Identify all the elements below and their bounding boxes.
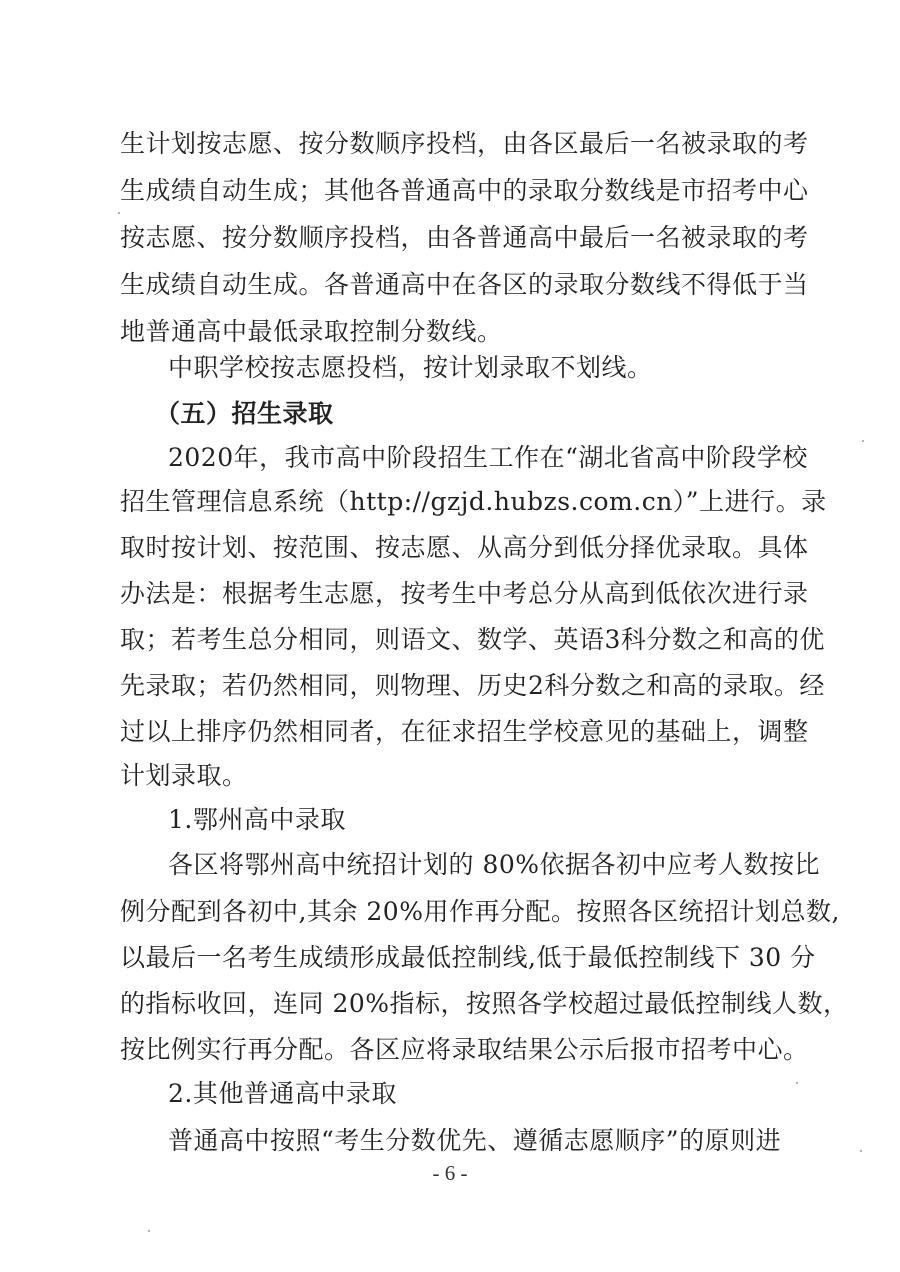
scan-speck xyxy=(118,212,120,214)
body-line-21: 按比例实行再分配。各区应将录取结果公示后报市招考中心。 xyxy=(120,1035,809,1064)
scan-speck xyxy=(860,1150,862,1152)
body-line-3: 按志愿、按分数顺序投档，由各普通高中最后一名被录取的考 xyxy=(120,223,809,252)
body-line-18: 例分配到各初中,其余 20%用作再分配。按照各区统招计划总数, xyxy=(120,897,840,926)
body-line-4: 生成绩自动生成。各普通高中在各区的录取分数线不得低于当 xyxy=(120,270,809,299)
page-number: - 6 - xyxy=(432,1161,468,1185)
body-line-17: 各区将鄂州高中统招计划的 80%依据各初中应考人数按比 xyxy=(168,850,821,879)
body-line-10: 取时按计划、按范围、按志愿、从高分到低分择优录取。具体 xyxy=(120,533,809,562)
body-line-15: 计划录取。 xyxy=(120,761,248,790)
body-line-5: 地普通高中最低录取控制分数线。 xyxy=(120,317,503,346)
scan-speck xyxy=(796,1082,798,1084)
body-line-2: 生成绩自动生成；其他各普通高中的录取分数线是市招考中心 xyxy=(120,176,809,205)
body-line-23: 普通高中按照“考生分数优先、遵循志愿顺序”的原则进 xyxy=(168,1126,782,1155)
subheading-ezhou-high-school: 1.鄂州高中录取 xyxy=(168,805,346,834)
body-line-20: 的指标收回，连同 20%指标，按照各学校超过最低控制线人数， xyxy=(120,989,849,1018)
body-line-1: 生计划按志愿、按分数顺序投档，由各区最后一名被录取的考 xyxy=(120,129,809,158)
body-line-12: 取；若考生总分相同，则语文、数学、英语3科分数之和高的优 xyxy=(120,625,825,654)
subheading-other-high-schools: 2.其他普通高中录取 xyxy=(168,1079,397,1108)
body-line-13: 先录取；若仍然相同，则物理、历史2科分数之和高的录取。经 xyxy=(120,671,825,700)
body-line-14: 过以上排序仍然相同者，在征求招生学校意见的基础上，调整 xyxy=(120,717,809,746)
section-heading-admission: （五）招生录取 xyxy=(155,399,334,428)
body-line-9: 招生管理信息系统（http://gzjd.hubzs.com.cn）”上进行。录 xyxy=(120,487,827,516)
body-line-19: 以最后一名考生成绩形成最低控制线,低于最低控制线下 30 分 xyxy=(120,943,816,972)
scan-speck xyxy=(148,1230,150,1232)
scan-speck xyxy=(862,440,864,442)
paragraph-vocational: 中职学校按志愿投档，按计划录取不划线。 xyxy=(168,353,653,382)
body-line-8: 2020年，我市高中阶段招生工作在“湖北省高中阶段学校 xyxy=(168,443,808,472)
body-line-11: 办法是：根据考生志愿，按考生中考总分从高到低依次进行录 xyxy=(120,579,809,608)
